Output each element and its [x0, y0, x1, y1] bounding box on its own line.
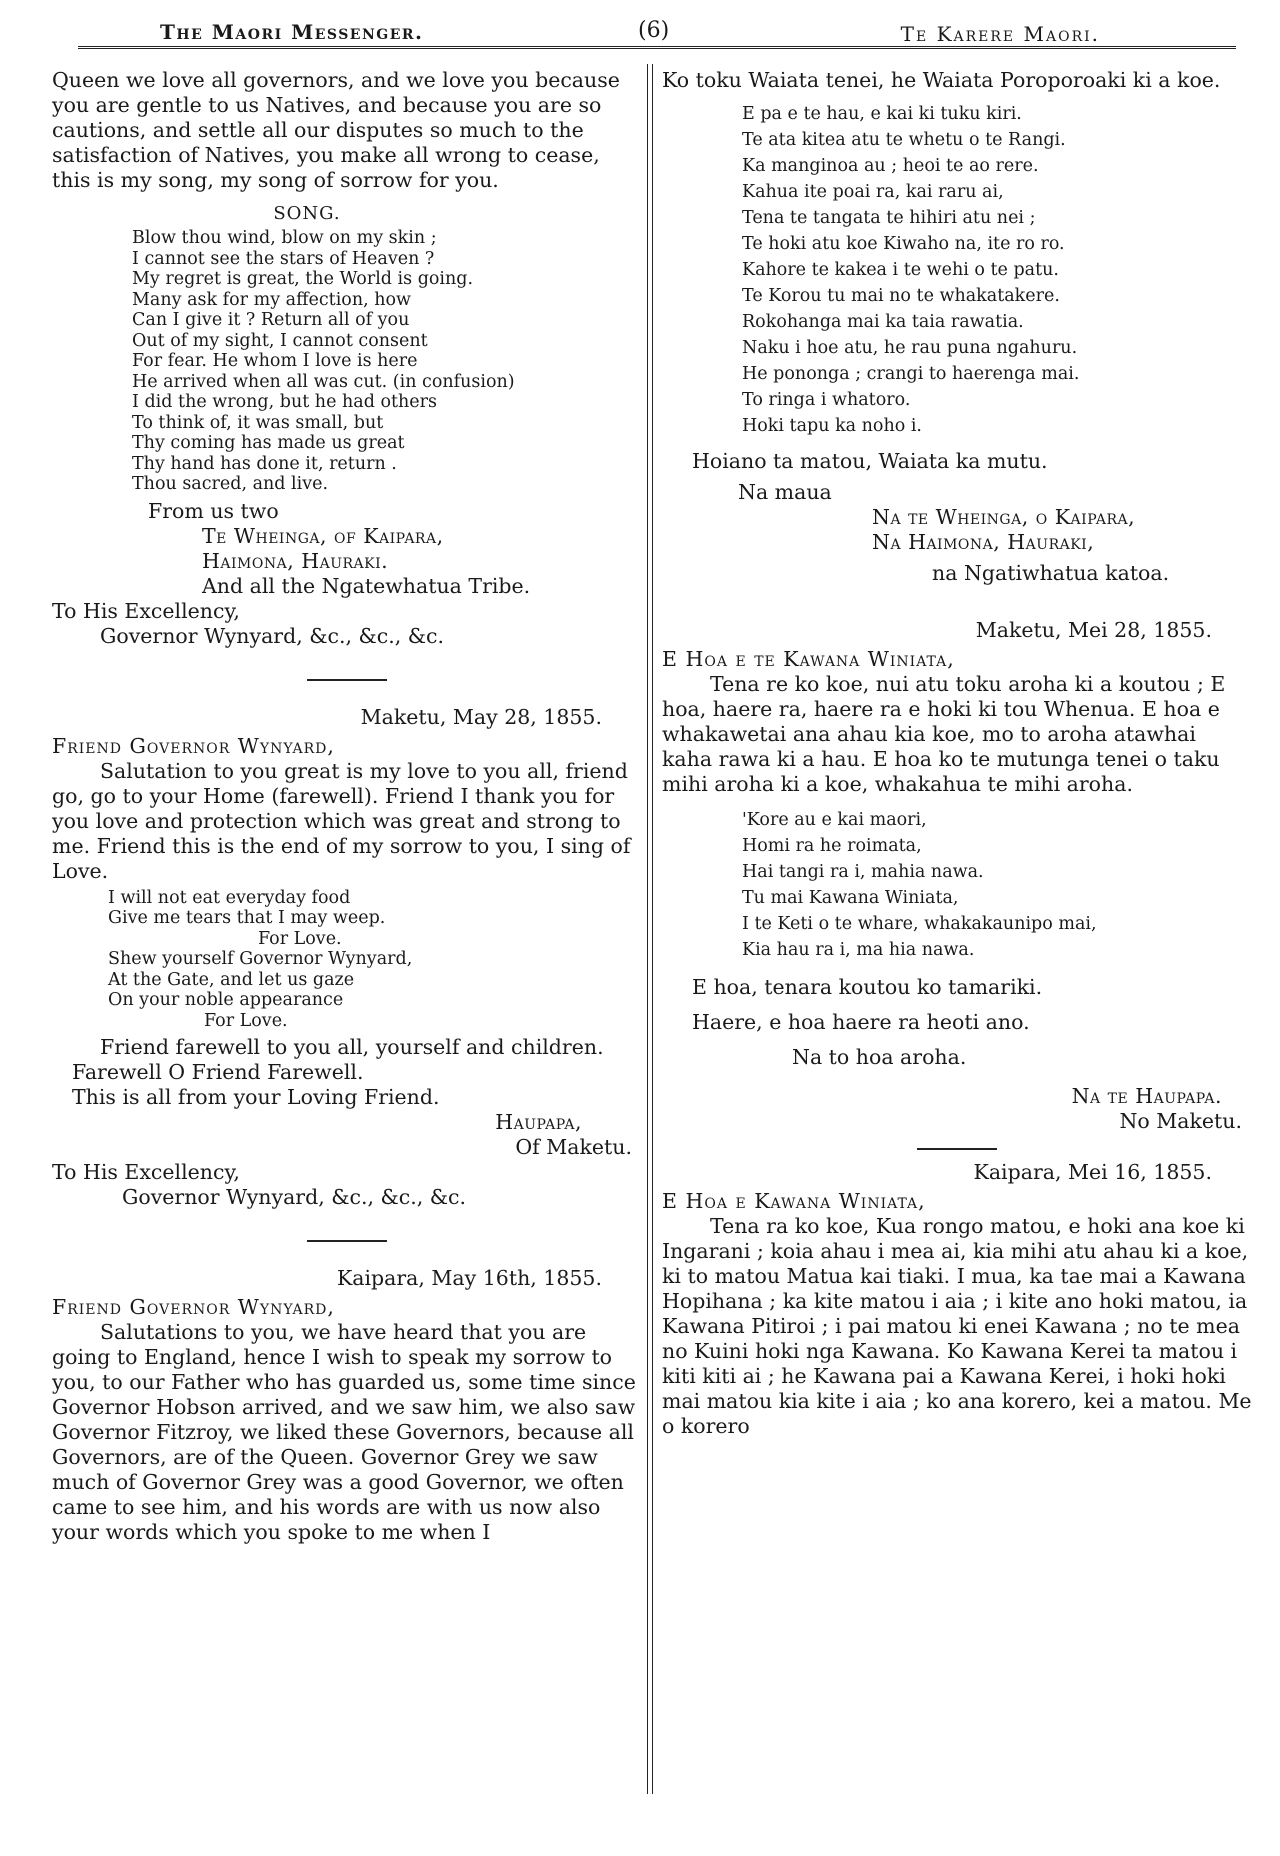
letter2-place: Of Maketu. — [515, 1135, 632, 1159]
song-line: Naku i hoe atu, he rau puna ngahuru. — [742, 338, 1078, 358]
letter1-signatory: Haimona, Hauraki. — [202, 548, 389, 573]
letter2-closing-maori: Na to hoa aroha. — [792, 1045, 967, 1069]
song-line: For Love. — [258, 928, 342, 949]
letter2-closing: Friend farewell to you all, yourself and children. — [100, 1035, 604, 1059]
song-line: Kia hau ra i, ma hia nawa. — [742, 940, 975, 960]
letter3-salutation: Friend Governor Wynyard, — [52, 1295, 335, 1319]
letter3-dateline: Kaipara, May 16th, 1855. — [336, 1266, 602, 1290]
letter1-signatory-maori: Na Haimona, Hauraki, — [872, 530, 1095, 554]
letter1-signatory-maori: Na te Wheinga, o Kaipara, — [872, 505, 1136, 529]
maori-column — [662, 68, 1252, 1439]
song-line: Blow thou wind, blow on my skin ; — [132, 228, 437, 248]
addressee-name: Governor Wynyard, &c., &c., &c. — [122, 1185, 467, 1209]
song-line: Give me tears that I may weep. — [108, 908, 386, 928]
letter2-dateline-maori: Maketu, Mei 28, 1855. — [975, 618, 1212, 642]
header-rule — [78, 46, 1236, 52]
masthead — [70, 14, 1220, 48]
letter2-place-maori: No Maketu. — [1119, 1109, 1242, 1133]
song-line: At the Gate, and let us gaze — [108, 969, 355, 990]
song-line: He pononga ; crangi to haerenga mai. — [742, 364, 1080, 384]
song-line: Many ask for my affection, how — [132, 289, 412, 310]
song-line: I did the wrong, but he had others — [132, 392, 438, 412]
song-line: Kahore te kakea i te wehi o te patu. — [742, 260, 1059, 280]
letter3-dateline-maori: Kaipara, Mei 16, 1855. — [973, 1160, 1212, 1184]
letter3-body-maori: Tena ra ko koe, Kua rongo matou, e hoki ana koe ki Ingarani ; koia ahau i mea ai, kia mihi atu ahau ki a koe, ki to matou Matua kai tiaki. I mua, ka tae mai a Kawana Hopihana ; ka kite matou i aia ; i kite ano hoki matou, ia Kawana Pitiroi ; i pai matou ki enei Kawana ; no te mea no Kuini hoki nga Kawana. Ko Kawana Kerei ta matou i kiti kiti ai ; he Kawana pai a Kawana Kerei, i hoki hoki mai matou kia kite i aia ; ko ana korero, kei a matou. Me o korero — [662, 1214, 1252, 1438]
letter1-signatory: Te Wheinga, of Kaipara, — [202, 523, 444, 548]
song-title: SONG. — [273, 203, 341, 224]
letter2-closing-maori: E hoa, tenara koutou ko tamariki. — [692, 975, 1043, 999]
song-line: I te Keti o te whare, whakakaunipo mai, — [742, 914, 1097, 934]
song-line: Ka manginoa au ; heoi te ao rere. — [742, 156, 1039, 176]
letter1-from-maori: Na maua — [738, 480, 832, 504]
section-rule — [307, 1240, 387, 1242]
song-line: Hoki tapu ka noho i. — [742, 416, 922, 436]
song-line: E pa e te hau, e kai ki tuku kiri. — [742, 104, 1022, 124]
letter2-body-maori: Tena re ko koe, nui atu toku aroha ki a koutou ; E hoa, haere ra, haere ra e hoki ki tou Whenua. E hoa e whakawetai ana ahau kia koe, mo to aroha atawhai kaha rawa ki a hau. E hoa ko te mutunga tenei o taku mihi aroha ki a koe, whakahua te mihi aroha. — [662, 672, 1226, 796]
letter3-salutation-maori: E Hoa e Kawana Winiata, — [662, 1189, 926, 1213]
letter1-signatory-maori: na Ngatiwhatua katoa. — [932, 561, 1170, 585]
addressee: To His Excellency, — [52, 598, 240, 623]
masthead-maori-title: Te Karere Maori. — [900, 22, 1100, 46]
letter2-closing-maori: Haere, e hoa haere ra heoti ano. — [692, 1010, 1030, 1034]
letter2-closing: Farewell O Friend Farewell. — [72, 1060, 364, 1084]
addressee-name: Governor Wynyard, &c., &c., &c. — [100, 623, 445, 648]
song-line: On your noble appearance — [108, 990, 344, 1010]
letter2-closing: This is all from your Loving Friend. — [72, 1085, 440, 1109]
song1 — [132, 228, 642, 495]
song-line: Thy hand has done it, return . — [132, 453, 397, 474]
song-line: Shew yourself Governor Wynyard, — [108, 949, 413, 969]
masthead-english-title: The Maori Messenger. — [160, 20, 424, 44]
english-column — [52, 68, 642, 1545]
song-line: Kahua ite poai ra, kai raru ai, — [742, 182, 1004, 202]
letter2-dateline: Maketu, May 28, 1855. — [360, 704, 602, 729]
column-divider — [647, 64, 653, 1794]
song-line: Homi ra he roimata, — [742, 836, 922, 856]
song2 — [108, 888, 642, 1032]
song-line: I will not eat everyday food — [108, 887, 351, 908]
song-line: Tu mai Kawana Winiata, — [742, 888, 959, 908]
song-line: To think of, it was small, but — [132, 412, 384, 433]
song-line: To ringa i whatoro. — [742, 390, 911, 410]
song-line: Thou sacred, and live. — [132, 474, 329, 494]
song-line: Out of my sight, I cannot consent — [132, 330, 428, 351]
letter2-body: Salutation to you great is my love to you all, friend go, go to your Home (farewell). Friend I thank you for you love and protection which was great and strong to me. Friend this is the end of my sorrow to you, I sing of Love. — [52, 758, 631, 883]
song-line: Te hoki atu koe Kiwaho na, ite ro ro. — [742, 234, 1065, 254]
letter2-salutation: Friend Governor Wynyard, — [52, 733, 335, 758]
song-line: Te ata kitea atu te whetu o te Rangi. — [742, 130, 1066, 150]
song-line: Thy coming has made us great — [132, 433, 405, 453]
song-line: I cannot see the stars of Heaven ? — [132, 248, 435, 269]
page-number: (6) — [638, 18, 670, 43]
song-line: Te Korou tu mai no te whakatakere. — [742, 286, 1060, 306]
song-line: For Love. — [204, 1010, 288, 1031]
song-line: Tena te tangata te hihiri atu nei ; — [742, 208, 1036, 228]
song1-maori — [742, 101, 1252, 439]
letter1-from: From us two — [148, 498, 279, 523]
song-line: 'Kore au e kai maori, — [742, 810, 927, 830]
song-line: For fear. He whom I love is here — [132, 351, 418, 371]
letter3-body: Salutations to you, we have heard that you are going to England, hence I wish to speak my sorrow to you, to our Father who has guarded us, some time since Governor Hobson arrived, and we saw him, we also saw Governor Fitzroy, we liked these Governors, because all Governors, are of the Queen. Governor Grey we saw much of Governor Grey was a good Governor, we often came to see him, and his words are with us now also your words which you spoke to me when I — [52, 1320, 636, 1544]
letter2-signatory-maori: Na te Haupapa. — [1071, 1084, 1222, 1108]
song-line: Rokohanga mai ka taia rawatia. — [742, 312, 1024, 332]
song-line: My regret is great, the World is going. — [132, 269, 474, 289]
section-rule — [307, 679, 387, 681]
letter1-intro: Queen we love all governors, and we love you because you are gentle to us Natives, and because you are so cautions, and settle all our disputes so much to the satisfaction of Natives, you make all wrong to cease, this is my song, my song of sorrow for you. — [52, 68, 620, 192]
section-rule — [917, 1148, 997, 1150]
song-line: Can I give it ? Return all of you — [132, 310, 410, 330]
letter1-signatory: And all the Ngatewhatua Tribe. — [202, 573, 531, 598]
letter1-closing-maori: Hoiano ta matou, Waiata ka mutu. — [692, 449, 1048, 473]
song-line: He arrived when all was cut. (in confusion) — [132, 371, 515, 392]
addressee: To His Excellency, — [52, 1160, 240, 1184]
letter2-salutation-maori: E Hoa e te Kawana Winiata, — [662, 647, 955, 671]
song-line: Hai tangi ra i, mahia nawa. — [742, 862, 984, 882]
song2-maori — [742, 807, 1252, 963]
letter2-signatory: Haupapa, — [495, 1110, 582, 1134]
letter1-intro-maori: Ko toku Waiata tenei, he Waiata Poroporoaki ki a koe. — [662, 68, 1221, 92]
